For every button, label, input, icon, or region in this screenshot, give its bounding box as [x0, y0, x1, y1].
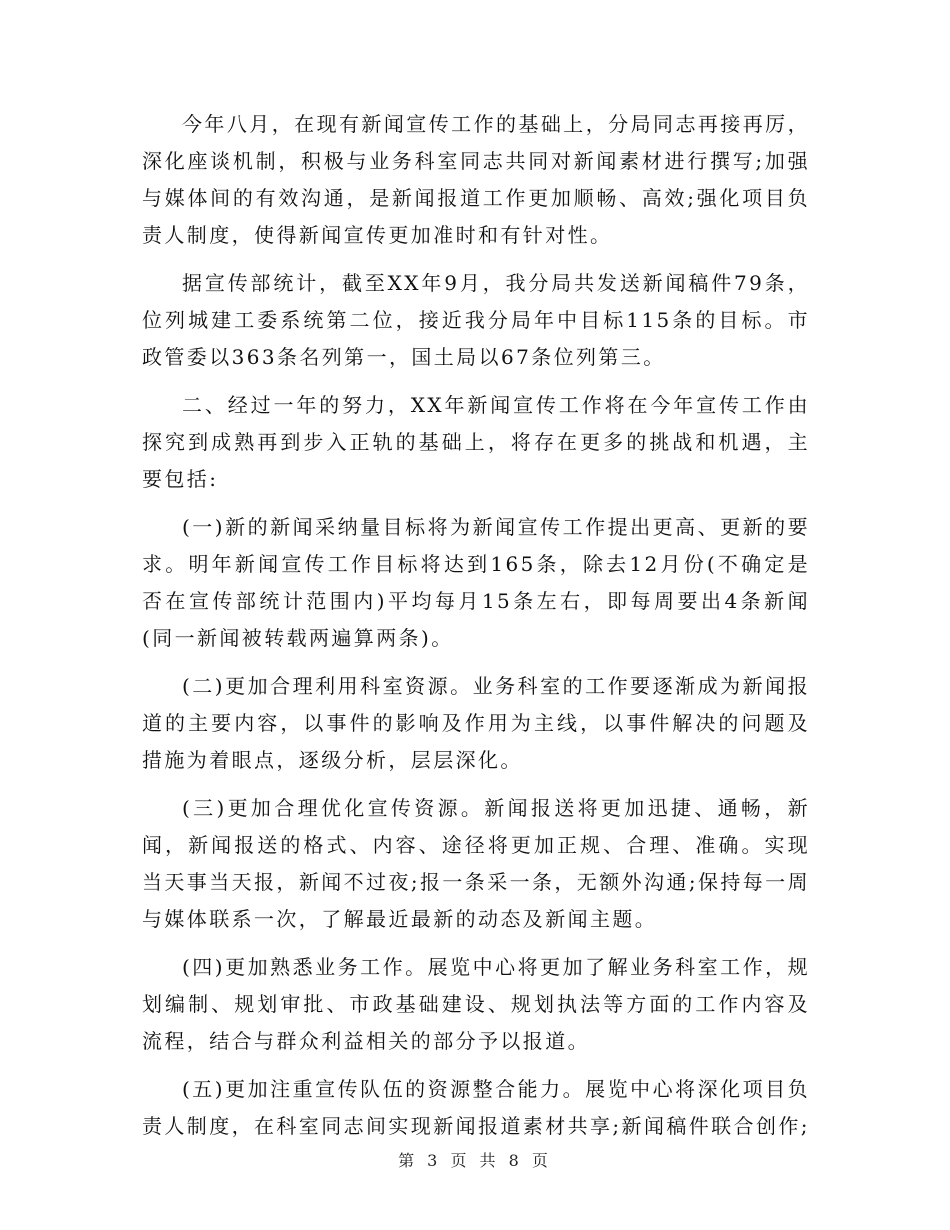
- document-body: [142, 106, 810, 1156]
- paragraph-august-work: 今年八月，在现有新闻宣传工作的基础上，分局同志再接再厉，深化座谈机制，积极与业务科室同志共同对新闻素材进行撰写;加强与媒体间的有效沟通，是新闻报道工作更加顺畅、高效;强化项目负责人制度，使得新闻宣传更加准时和有针对性。: [142, 112, 810, 247]
- paragraph-item-five: (五)更加注重宣传队伍的资源整合能力。展览中心将深化项目负责人制度，在科室同志间实现新闻报道素材共享;新闻稿件联合创作;: [142, 1077, 810, 1138]
- paragraph-item-three: (三)更加合理优化宣传资源。新闻报送将更加迅捷、通畅，新闻，新闻报送的格式、内容、途径将更加正规、合理、准确。实现当天事当天报，新闻不过夜;报一条采一条，无额外沟通;保持每一周与媒体联系一次，了解最近最新的动态及新闻主题。: [142, 796, 810, 931]
- paragraph-statistics: 据宣传部统计，截至XX年9月，我分局共发送新闻稿件79条，位列城建工委系统第二位，接近我分局年中目标115条的目标。市政管委以363条名列第一，国土局以67条位列第三。: [142, 271, 810, 369]
- paragraph-item-two: (二)更加合理利用科室资源。业务科室的工作要逐渐成为新闻报道的主要内容，以事件的影响及作用为主线，以事件解决的问题及措施为着眼点，逐级分析，层层深化。: [142, 674, 810, 772]
- paragraph-item-one: (一)新的新闻采纳量目标将为新闻宣传工作提出更高、更新的要求。明年新闻宣传工作目标将达到165条，除去12月份(不确定是否在宣传部统计范围内)平均每月15条左右，即每周要出4条新闻(同一新闻被转载两遍算两条)。: [142, 515, 810, 650]
- paragraph-section-two: 二、经过一年的努力，XX年新闻宣传工作将在今年宣传工作由探究到成熟再到步入正轨的基础上，将存在更多的挑战和机遇，主要包括:: [142, 393, 810, 491]
- page-number-footer: 第 3 页 共 8 页: [398, 1151, 552, 1170]
- paragraph-item-four: (四)更加熟悉业务工作。展览中心将更加了解业务科室工作，规划编制、规划审批、市政基础建设、规划执法等方面的工作内容及流程，结合与群众利益相关的部分予以报道。: [142, 955, 810, 1053]
